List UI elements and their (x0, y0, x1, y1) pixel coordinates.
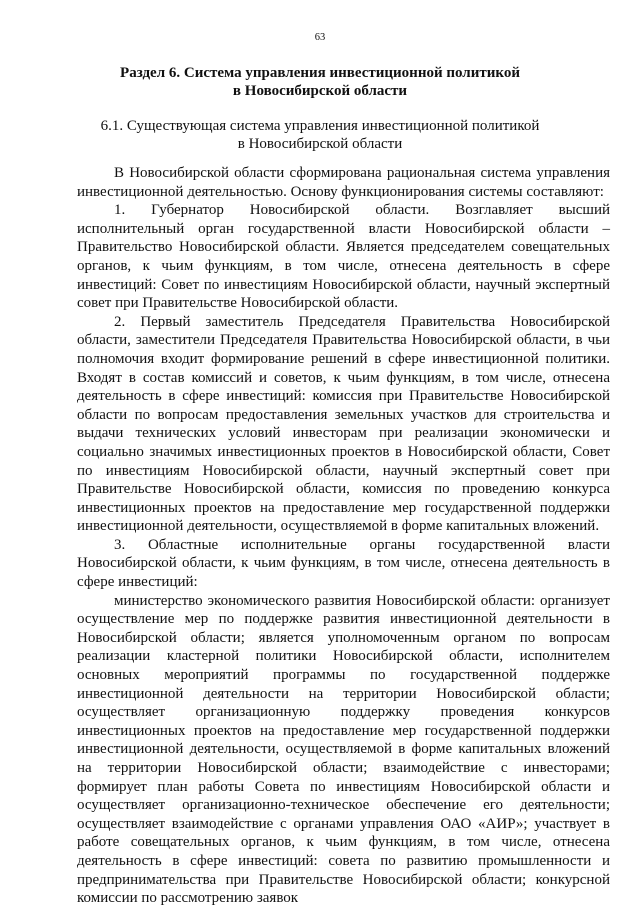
paragraph-ministry: министерство экономического развития Новосибирской области: организует осуществление мер по поддержке развития инвестиционной деятельности в Новосибирской области; является уполномоченным органом по вопросам реализации кластерной политики Новосибирской области, исполнителем основных мероприятий программы по государственной поддержке инвестиционной деятельности на территории Новосибирской области; осуществляет организационную поддержку проведения конкурсов инвестиционных проектов на предоставление мер государственной поддержки инвестиционной деятельности, осуществляемой в форме капитальных вложений на территории Новосибирской области; взаимодействие с инвесторами; формирует план работы Совета по инвестициям Новосибирской области и осуществляет организационно-техническое обеспечение его деятельности; осуществляет взаимодействие с органами управления ОАО «АИР»; участвует в работе совещательных органов, к чьим функциям, в том числе, отнесена деятельность в сфере инвестиций: совета по развитию промышленности и предпринимательства при Правительстве Новосибирской области; конкурсной комиссии по рассмотрению заявок (77, 592, 610, 907)
section-title-line-1: Раздел 6. Система управления инвестиционной политикой (120, 65, 520, 81)
paragraph-intro: В Новосибирской области сформирована рациональная система управления инвестиционной деятельностью. Основу функционирования системы составляют: (77, 165, 610, 200)
paragraph-deputies: 2. Первый заместитель Председателя Правительства Новосибирской области, заместители Председателя Правительства Новосибирской области, в чьи полномочия входит формирование решений в сфере инвестиционной политики. Входят в состав комиссий и советов, к чьим функциям, в том числе, отнесена деятельность в сфере инвестиций: комиссия при Правительстве Новосибирской области по вопросам предоставления земельных участков для строительства и выдачи технических условий инвесторам при реализации экономически и социально значимых инвестиционных проектов в Новосибирской области, Совет по инвестициям Новосибирской области, научный экспертный совет при Правительстве Новосибирской области, комиссия по проведению конкурса инвестиционных проектов на предоставление мер государственной поддержки инвестиционной деятельности, осуществляемой в форме капитальных вложений. (77, 313, 610, 535)
section-title-line-2: в Новосибирской области (232, 83, 408, 99)
page-number: 63 (314, 32, 326, 43)
body-text (77, 164, 610, 908)
subsection-title-line-1: 6.1. Существующая система управления инвестиционной политикой (100, 118, 540, 134)
subsection-title-line-2: в Новосибирской области (237, 136, 403, 152)
subsection-title (70, 117, 570, 153)
section-title (60, 64, 580, 100)
paragraph-governor: 1. Губернатор Новосибирской области. Возглавляет высший исполнительный орган государственной власти Новосибирской области – Правительство Новосибирской области. Является председателем совещательных органов, к чьим функциям, в том числе, отнесена деятельность в сфере инвестиций: Совет по инвестициям Новосибирской области, научный экспертный совет при Правительстве Новосибирской области. (77, 202, 610, 312)
paragraph-executive-bodies: 3. Областные исполнительные органы государственной власти Новосибирской области, к чьим функциям, в том числе, отнесена деятельность в сфере инвестиций: (77, 536, 610, 591)
